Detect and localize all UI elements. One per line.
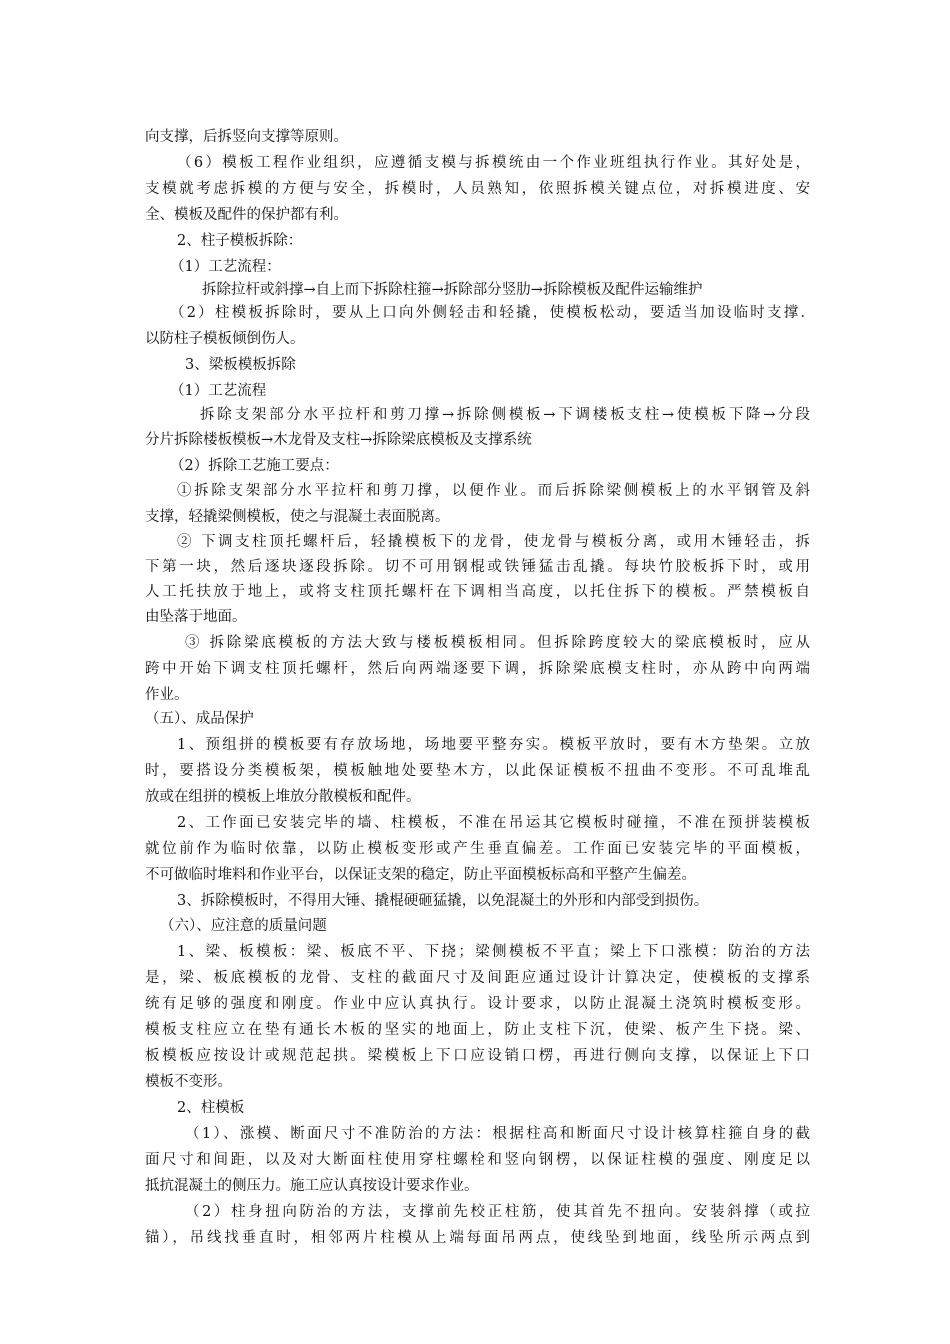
text-line: 抵抗混凝土的侧压力。施工应认真按设计要求作业。 [145, 1178, 479, 1194]
text-line: （2）拆除工艺施工要点： [170, 458, 339, 474]
text-line: 放或在组拼的模板上堆放分散模板和配件。 [145, 789, 421, 805]
text-line: 不可做临时堆料和作业平台，以保证支架的稳定，防止平面模板标高和平整产生偏差。 [145, 867, 696, 883]
text-line: 以防柱子模板倾倒伤人。 [145, 331, 305, 347]
text-line: 锚），吊线找垂直时，相邻两片柱模从上端每面吊两点，使线坠到地面，线坠所示两点到 [145, 1230, 810, 1246]
section-heading: 2、柱模板 [177, 1100, 245, 1116]
text-line: 板模板应按设计或规范起拱。梁模板上下口应设销口楞，再进行侧向支撑，以保证上下口 [145, 1048, 810, 1064]
text-line: 3、拆除模板时，不得用大锤、撬棍硬砸猛撬，以免混凝土的外形和内部受到损伤。 [177, 893, 709, 909]
text-line: 分片拆除楼板模板→木龙骨及支柱→拆除梁底模板及支撑系统 [145, 432, 532, 448]
text-line: 统有足够的强度和刚度。作业中应认真执行。设计要求，以防止混凝土浇筑时模板变形。 [145, 996, 810, 1012]
text-line: 是，梁、板底模板的龙骨、支柱的截面尺寸及间距应通过设计计算决定，使模板的支撑系 [145, 970, 810, 986]
text-line: 拆除支架部分水平拉杆和剪刀撑→拆除侧模板→下调楼板支柱→使模板下降→分段 [200, 407, 810, 423]
text-line: 跨中开始下调支柱顶托螺杆，然后向两端逐要下调，拆除梁底模支柱时，亦从跨中向两端 [145, 661, 810, 677]
text-line: ③ 拆除梁底模板的方法大致与楼板模板相同。但拆除跨度较大的梁底模板时，应从 [185, 635, 810, 651]
text-line: （6）模板工程作业组织，应遵循支模与拆模统由一个作业班组执行作业。其好处是， [177, 155, 810, 171]
text-line: 向支撑，后拆竖向支撑等原则。 [145, 129, 348, 145]
text-line: 由坠落于地面。 [145, 609, 247, 625]
text-line: （1）工艺流程 [170, 383, 267, 399]
text-line: 1、预组拼的模板要有存放场地，场地要平整夯实。模板平放时，要有木方垫架。立放 [177, 737, 810, 753]
text-line: 就位前作为临时依靠，以防止模板变形或产生垂直偏差。工作面已安装完毕的平面模板， [145, 841, 810, 857]
text-line: 人工托扶放于地上，或将支柱顶托螺杆在下调相当高度，以托住拆下的模板。严禁模板自 [145, 584, 810, 600]
section-heading: （五）、成品保护 [145, 711, 254, 727]
text-line: 作业。 [145, 687, 189, 703]
text-line: 2、工作面已安装完毕的墙、柱模板，不准在吊运其它模板时碰撞，不准在预拼装模板 [177, 815, 810, 831]
text-line: 下第一块，然后逐块逐段拆除。切不可用钢棍或铁锤猛击乱撬。每块竹胶板拆下时，或用 [145, 559, 810, 575]
text-line: 拆除拉杆或斜撑→自上而下拆除柱箍→拆除部分竖肋→拆除模板及配件运输维护 [202, 282, 703, 298]
section-heading: 3、梁板模板拆除 [185, 357, 296, 373]
text-line: （1）工艺流程： [170, 259, 281, 275]
text-line: 支模就考虑拆模的方便与安全，拆模时，人员熟知，依照拆模关键点位，对拆模进度、安 [145, 181, 810, 197]
text-line: （1）、涨模、断面尺寸不准防治的方法：根据柱高和断面尺寸设计核算柱箍自身的截 [185, 1126, 810, 1142]
text-line: 面尺寸和间距，以及对大断面柱使用穿柱螺栓和竖向钢楞，以保证柱模的强度、刚度足以 [145, 1152, 810, 1168]
text-line: （2）柱身扭向防治的方法，支撑前先校正柱筋，使其首先不扭向。安装斜撑（或拉 [185, 1204, 810, 1220]
text-line: 时，要搭设分类模板架，模板触地处要垫木方，以此保证模板不扭曲不变形。不可乱堆乱 [145, 763, 810, 779]
text-line: 1、梁、板模板：梁、板底不平、下挠；梁侧模板不平直；梁上下口涨模：防治的方法 [177, 944, 810, 960]
text-line: ①拆除支架部分水平拉杆和剪刀撑，以便作业。而后拆除梁侧模板上的水平钢管及斜 [177, 483, 810, 499]
text-line: ② 下调支柱顶托螺杆后，轻撬模板下的龙骨，使龙骨与模板分离，或用木锤轻击，拆 [177, 534, 810, 550]
section-heading: 2、柱子模板拆除： [177, 233, 303, 249]
section-heading: （六）、应注意的质量问题 [160, 918, 327, 934]
text-line: （2）柱模板拆除时，要从上口向外侧轻击和轻撬，使模板松动，要适当加设临时支撑． [170, 305, 815, 321]
text-line: 模板支柱应立在垫有通长木板的坚实的地面上，防止支柱下沉，使梁、板产生下挠。梁、 [145, 1022, 810, 1038]
text-line: 支撑，轻撬梁侧模板，使之与混凝土表面脱离。 [145, 509, 450, 525]
text-line: 全、模板及配件的保护都有利。 [145, 207, 348, 223]
text-line: 模板不变形。 [145, 1074, 232, 1090]
